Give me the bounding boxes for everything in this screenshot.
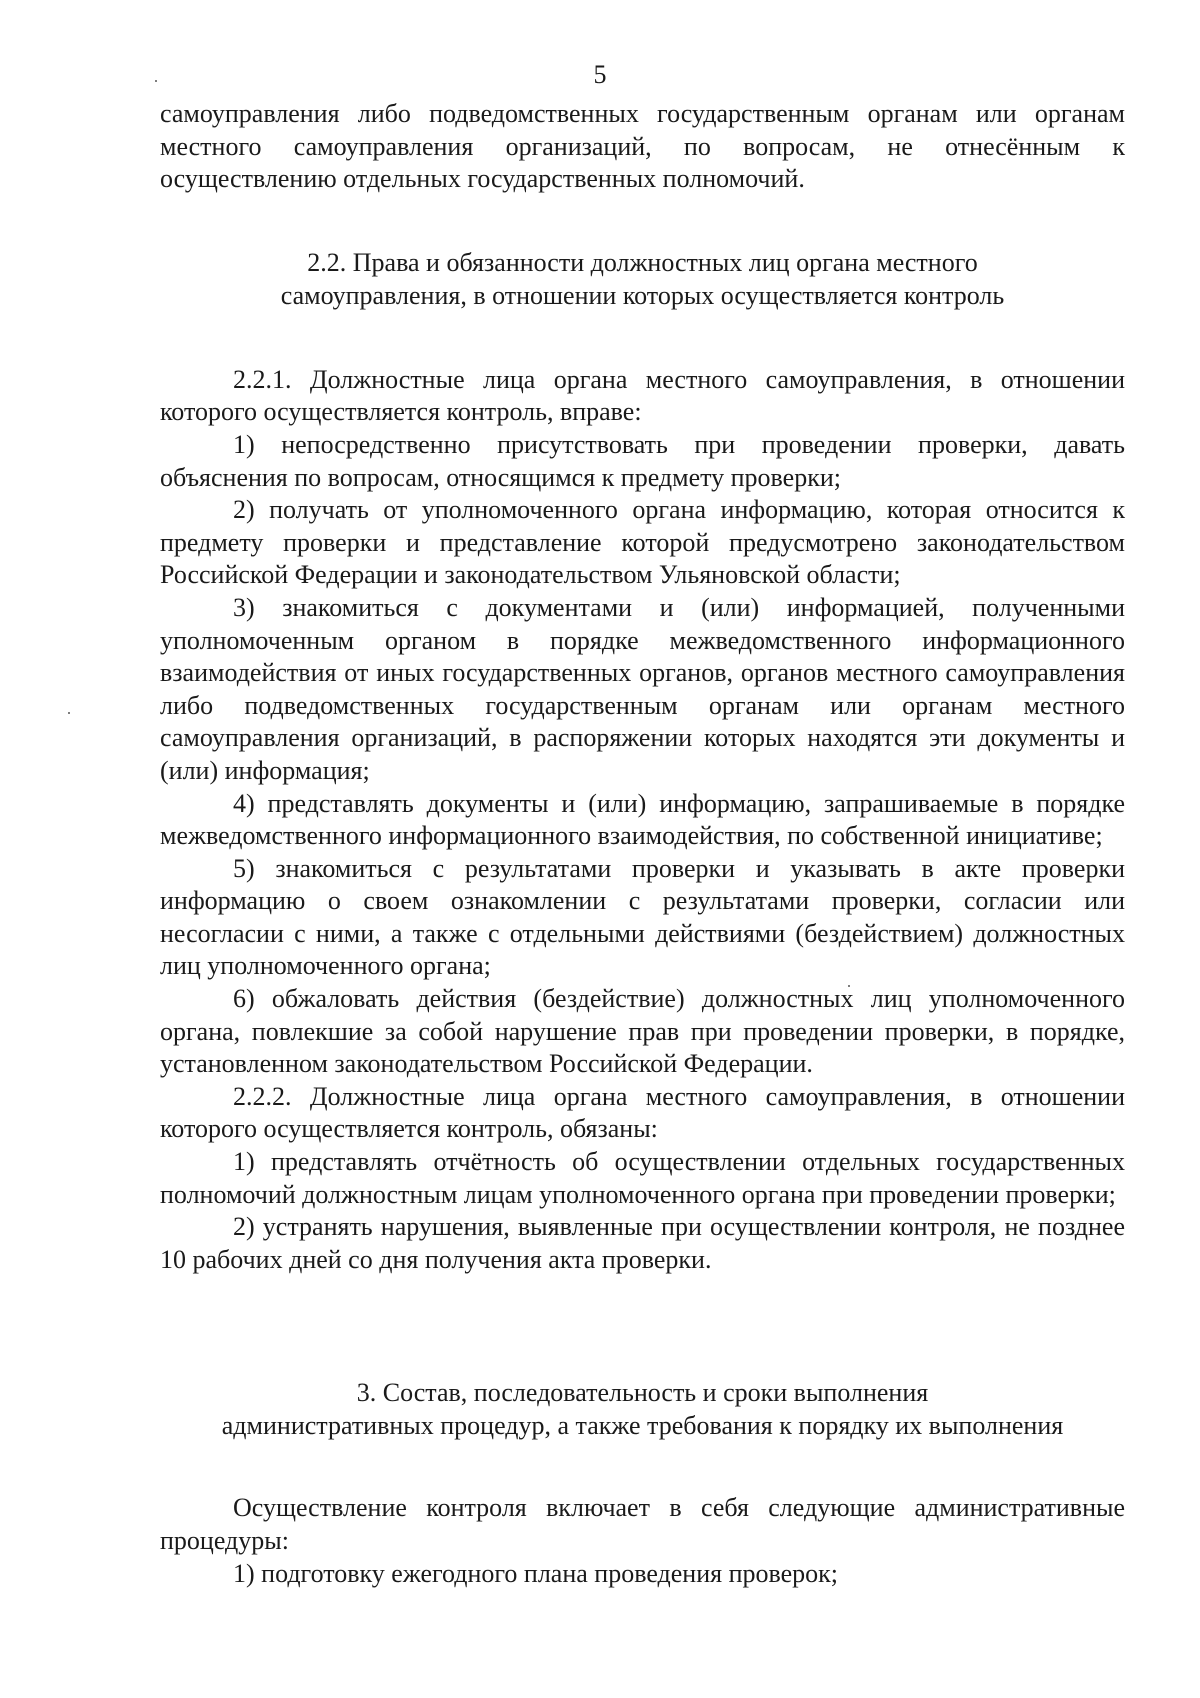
document-body bbox=[160, 98, 1125, 1590]
section-3-heading bbox=[160, 1376, 1125, 1442]
rights-item: 1) непосредственно присутствовать при проведении проверки, давать объяснения по вопросам, относящимся к предмету проверки; bbox=[160, 429, 1125, 492]
rights-item: 4) представлять документы и (или) информацию, запрашиваемые в порядке межведомственного информационного взаимодействия, по собственной инициативе; bbox=[160, 788, 1125, 851]
rights-item: 6) обжаловать действия (бездействие) должностных лиц уполномоченного органа, повлекшие за собой нарушение прав при проведении проверки, в порядке, установленном законодательством Российской Федерации. bbox=[160, 984, 1125, 1079]
page-number: 5 bbox=[593, 60, 607, 89]
rights-item: 3) знакомиться с документами и (или) информацией, полученными уполномоченным органом в порядке межведомственного информационного взаимодействия от иных государственных органов, органов местного самоуправления либо подведомственных государственным органам или органам местного самоуправления организаций, в распоряжении которых находятся эти документы и (или) информация; bbox=[160, 592, 1125, 785]
rights-item: 5) знакомиться с результатами проверки и указывать в акте проверки информацию о своем ознакомлении с результатами проверки, согласии или несогласии с ними, а также с отдельными действиями (бездействием) должностных лиц уполномоченного органа; bbox=[160, 853, 1125, 981]
heading-line: 2.2. Права и обязанности должностных лиц органа местного bbox=[307, 247, 978, 277]
scan-speck bbox=[68, 712, 70, 714]
procedure-item: 1) подготовку ежегодного плана проведения проверок; bbox=[233, 1558, 839, 1588]
duties-item: 1) представлять отчётность об осуществлении отдельных государственных полномочий должностным лицам уполномоченного органа при проведении проверки; bbox=[160, 1147, 1125, 1209]
heading-line: самоуправления, в отношении которых осуществляется контроль bbox=[280, 280, 1005, 310]
section-2-2-heading bbox=[160, 246, 1125, 312]
clause-2-2-1: 2.2.1. Должностные лица органа местного самоуправления, в отношении которого осуществляется контроль, вправе: bbox=[160, 364, 1125, 427]
clause-2-2-2: 2.2.2. Должностные лица органа местного самоуправления, в отношении которого осуществляется контроль, обязаны: bbox=[160, 1081, 1125, 1144]
intro-paragraph: самоуправления либо подведомственных государственным органам или органам местного самоуправления организаций, по вопросам, не отнесённым к осуществлению отдельных государственных полномочий. bbox=[160, 99, 1125, 194]
rights-item: 2) получать от уполномоченного органа информацию, которая относится к предмету проверки и представление которой предусмотрено законодательством Российской Федерации и законодательством Ульяновской области; bbox=[160, 495, 1125, 590]
section-3-intro: Осуществление контроля включает в себя следующие административные процедуры: bbox=[160, 1493, 1125, 1555]
duties-item: 2) устранять нарушения, выявленные при осуществлении контроля, не позднее 10 рабочих дней со дня получения акта проверки. bbox=[160, 1212, 1125, 1274]
heading-line: административных процедур, а также требования к порядку их выполнения bbox=[221, 1411, 1064, 1441]
heading-line: 3. Состав, последовательность и сроки выполнения bbox=[356, 1378, 929, 1408]
